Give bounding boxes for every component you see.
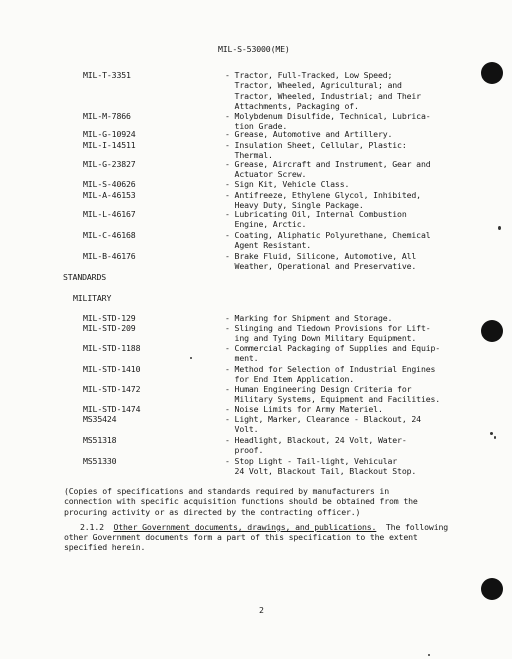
standard-code: MIL-STD-209 — [83, 323, 136, 333]
spec-description: - Brake Fluid, Silicone, Automotive, All Weather, Operational and Preservative. — [225, 251, 417, 272]
standard-code: MS51318 — [83, 435, 117, 445]
standard-code: MIL-STD-1410 — [83, 364, 141, 374]
standard-code: MIL-STD-1188 — [83, 343, 141, 353]
spec-description: - Grease, Aircraft and Instrument, Gear and Actuator Screw. — [225, 159, 431, 180]
spec-description: - Antifreeze, Ethylene Glycol, Inhibited, Heavy Duty, Single Package. — [225, 190, 421, 211]
section-number: 2.1.2 — [80, 522, 104, 532]
standard-description: - Headlight, Blackout, 24 Volt, Water- proof. — [225, 435, 407, 456]
section-paragraph-first-line — [80, 522, 448, 532]
copies-note: (Copies of specifications and standards required by manufacturers in connection with specific acquisition functions should be obtained from the procuring activity or as directed by the contracting officer.) — [64, 486, 418, 517]
standard-description: - Commercial Packaging of Supplies and Equip- ment. — [225, 343, 441, 364]
standard-description: - Method for Selection of Industrial Engines for End Item Application. — [225, 364, 436, 385]
standard-description: - Marking for Shipment and Storage. — [225, 313, 393, 323]
section-paragraph-body: other Government documents form a part of this specification to the extent specified herein. — [64, 532, 418, 553]
spec-code: MIL-M-7866 — [83, 111, 131, 121]
scan-speck — [494, 436, 496, 439]
spec-code: MIL-I-14511 — [83, 140, 136, 150]
document-header: MIL-S-53000(ME) — [218, 44, 290, 54]
standard-description: - Noise Limits for Army Materiel. — [225, 404, 383, 414]
spec-description: - Insulation Sheet, Cellular, Plastic: Thermal. — [225, 140, 407, 161]
spec-code: MIL-A-46153 — [83, 190, 136, 200]
standard-description: - Light, Marker, Clearance - Blackout, 24 Volt. — [225, 414, 421, 435]
punch-hole — [481, 320, 503, 342]
scan-speck — [498, 226, 501, 230]
spec-code: MIL-S-40626 — [83, 179, 136, 189]
spec-description: - Coating, Aliphatic Polyurethane, Chemical Agent Resistant. — [225, 230, 431, 251]
scan-speck — [490, 432, 493, 435]
standard-code: MIL-STD-1474 — [83, 404, 141, 414]
standard-code: MS51330 — [83, 456, 117, 466]
military-heading: MILITARY — [73, 293, 112, 303]
page-number: 2 — [259, 605, 264, 615]
spec-description: - Sign Kit, Vehicle Class. — [225, 179, 350, 189]
standard-description: - Human Engineering Design Criteria for Military Systems, Equipment and Facilities. — [225, 384, 441, 405]
spec-code: MIL-G-10924 — [83, 129, 136, 139]
spec-code: MIL-C-46168 — [83, 230, 136, 240]
spec-description: - Grease, Automotive and Artillery. — [225, 129, 393, 139]
punch-hole — [481, 578, 503, 600]
scan-speck — [190, 357, 192, 359]
scan-speck — [428, 654, 430, 656]
standard-code: MIL-STD-129 — [83, 313, 136, 323]
punch-hole — [481, 62, 503, 84]
section-text-first: The following — [376, 522, 449, 532]
spec-description: - Molybdenum Disulfide, Technical, Lubrica- tion Grade. — [225, 111, 431, 132]
standard-code: MIL-STD-1472 — [83, 384, 141, 394]
spec-description: - Lubricating Oil, Internal Combustion Engine, Arctic. — [225, 209, 407, 230]
spec-code: MIL-B-46176 — [83, 251, 136, 261]
spec-code: MIL-L-46167 — [83, 209, 136, 219]
spec-code: MIL-G-23827 — [83, 159, 136, 169]
standard-description: - Stop Light - Tail-light, Vehicular 24 Volt, Blackout Tail, Blackout Stop. — [225, 456, 417, 477]
section-title: Other Government documents, drawings, and publications. — [113, 522, 377, 532]
standards-heading: STANDARDS — [63, 272, 107, 282]
standard-code: MS35424 — [83, 414, 117, 424]
spec-description: - Tractor, Full-Tracked, Low Speed; Tractor, Wheeled, Agricultural; and Tractor, Wheeled, Industrial; and Their Attachments, Packaging of. — [225, 70, 421, 112]
standard-description: - Slinging and Tiedown Provisions for Lift- ing and Tying Down Military Equipment. — [225, 323, 431, 344]
spec-code: MIL-T-3351 — [83, 70, 131, 80]
